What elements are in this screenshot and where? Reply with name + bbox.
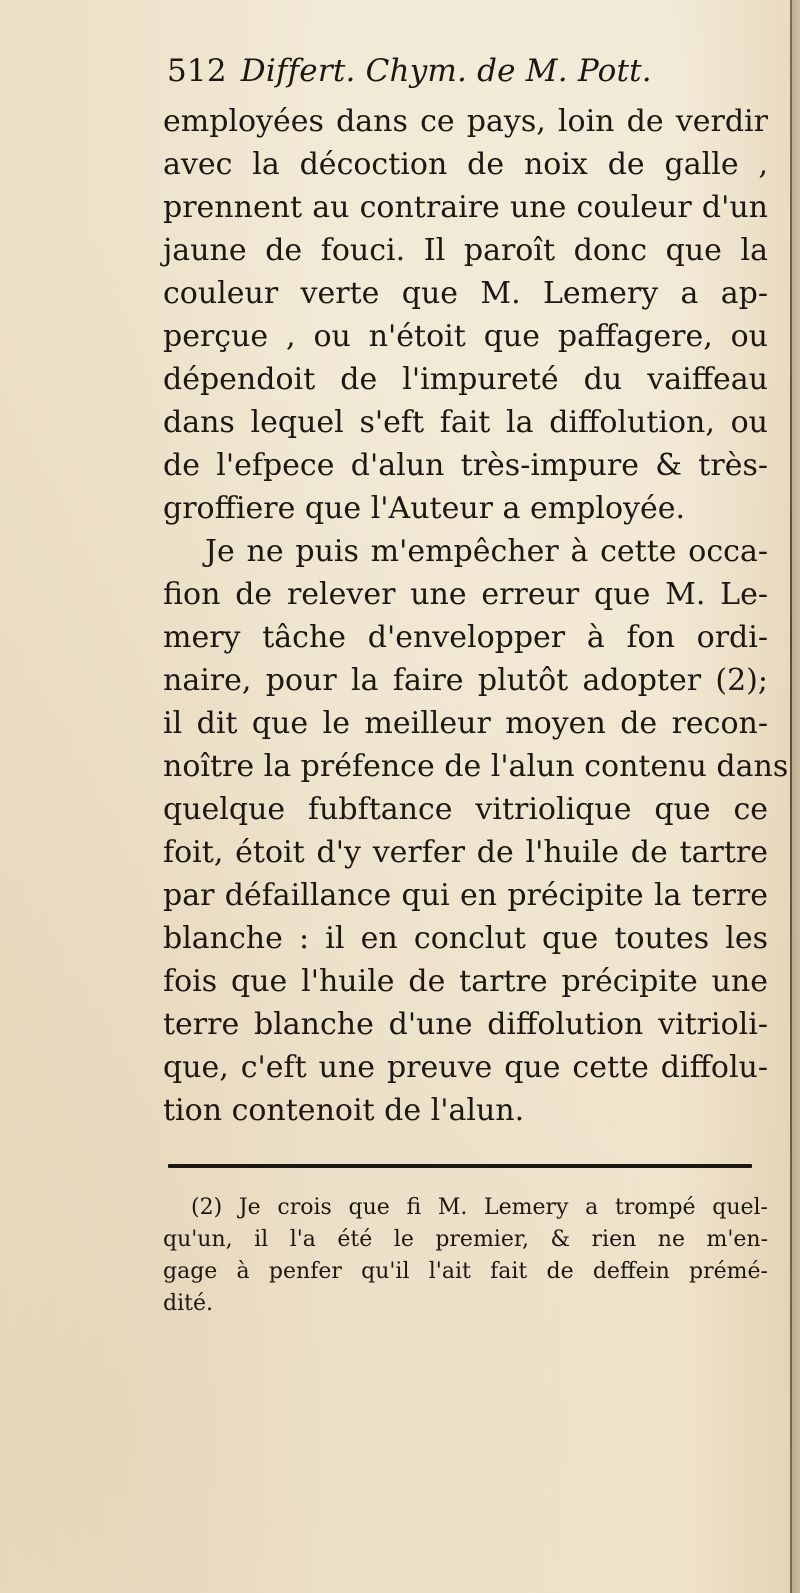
footnote-line: qu'un, il l'a été le premier, & rien ne m'en- [163,1227,768,1252]
body-line: perçue , ou n'étoit que paffagere, ou [163,319,768,354]
body-line: fion de relever une erreur que M. Le- [163,577,768,612]
body-line: par défaillance qui en précipite la terre [163,878,768,913]
body-line: terre blanche d'une diffolution vitrioli- [163,1007,768,1042]
body-line: dépendoit de l'impureté du vaiffeau [163,362,768,397]
running-title: Differt. Chym. de M. Pott. [240,53,652,89]
body-line: de l'efpece d'alun très-impure & très- [163,448,768,483]
body-line: naire, pour la faire plutôt adopter (2); [163,663,768,698]
body-line: dans lequel s'eft fait la diffolution, ou [163,405,768,440]
body-line: blanche : il en conclut que toutes les [163,921,768,956]
body-line: prennent au contraire une couleur d'un [163,190,768,225]
body-line: employées dans ce pays, loin de verdir [163,104,768,139]
body-line: mery tâche d'envelopper à fon ordi- [163,620,768,655]
body-line: groffiere que l'Auteur a employée. [163,491,686,526]
body-line: avec la décoction de noix de galle , [163,147,768,182]
body-line: jaune de fouci. Il paroît donc que la [163,233,768,268]
page-number: 512 [167,53,227,89]
footnote-line: dité. [163,1291,213,1316]
body-line: fois que l'huile de tartre précipite une [163,964,768,999]
body-line: foit, étoit d'y verfer de l'huile de tartre [163,835,768,870]
running-header [167,48,652,94]
footnote-separator-rule [168,1164,752,1168]
body-line: tion contenoit de l'alun. [163,1093,525,1128]
body-line: quelque fubftance vitriolique que ce [163,792,768,827]
body-line: noître la préfence de l'alun contenu dans [163,749,789,784]
footnote-line: (2) Je crois que fi M. Lemery a trompé quel- [191,1195,768,1220]
body-line: que, c'eft une preuve que cette diffolu- [163,1050,768,1085]
page-edge-line [790,0,792,1593]
body-line: il dit que le meilleur moyen de recon- [163,706,768,741]
footnote-line: gage à penfer qu'il l'ait fait de deffein prémé- [163,1259,768,1284]
body-line-paragraph-start: Je ne puis m'empêcher à cette occa- [205,534,768,569]
body-line: couleur verte que M. Lemery a ap- [163,276,768,311]
page-edge-shadow [792,0,800,1593]
